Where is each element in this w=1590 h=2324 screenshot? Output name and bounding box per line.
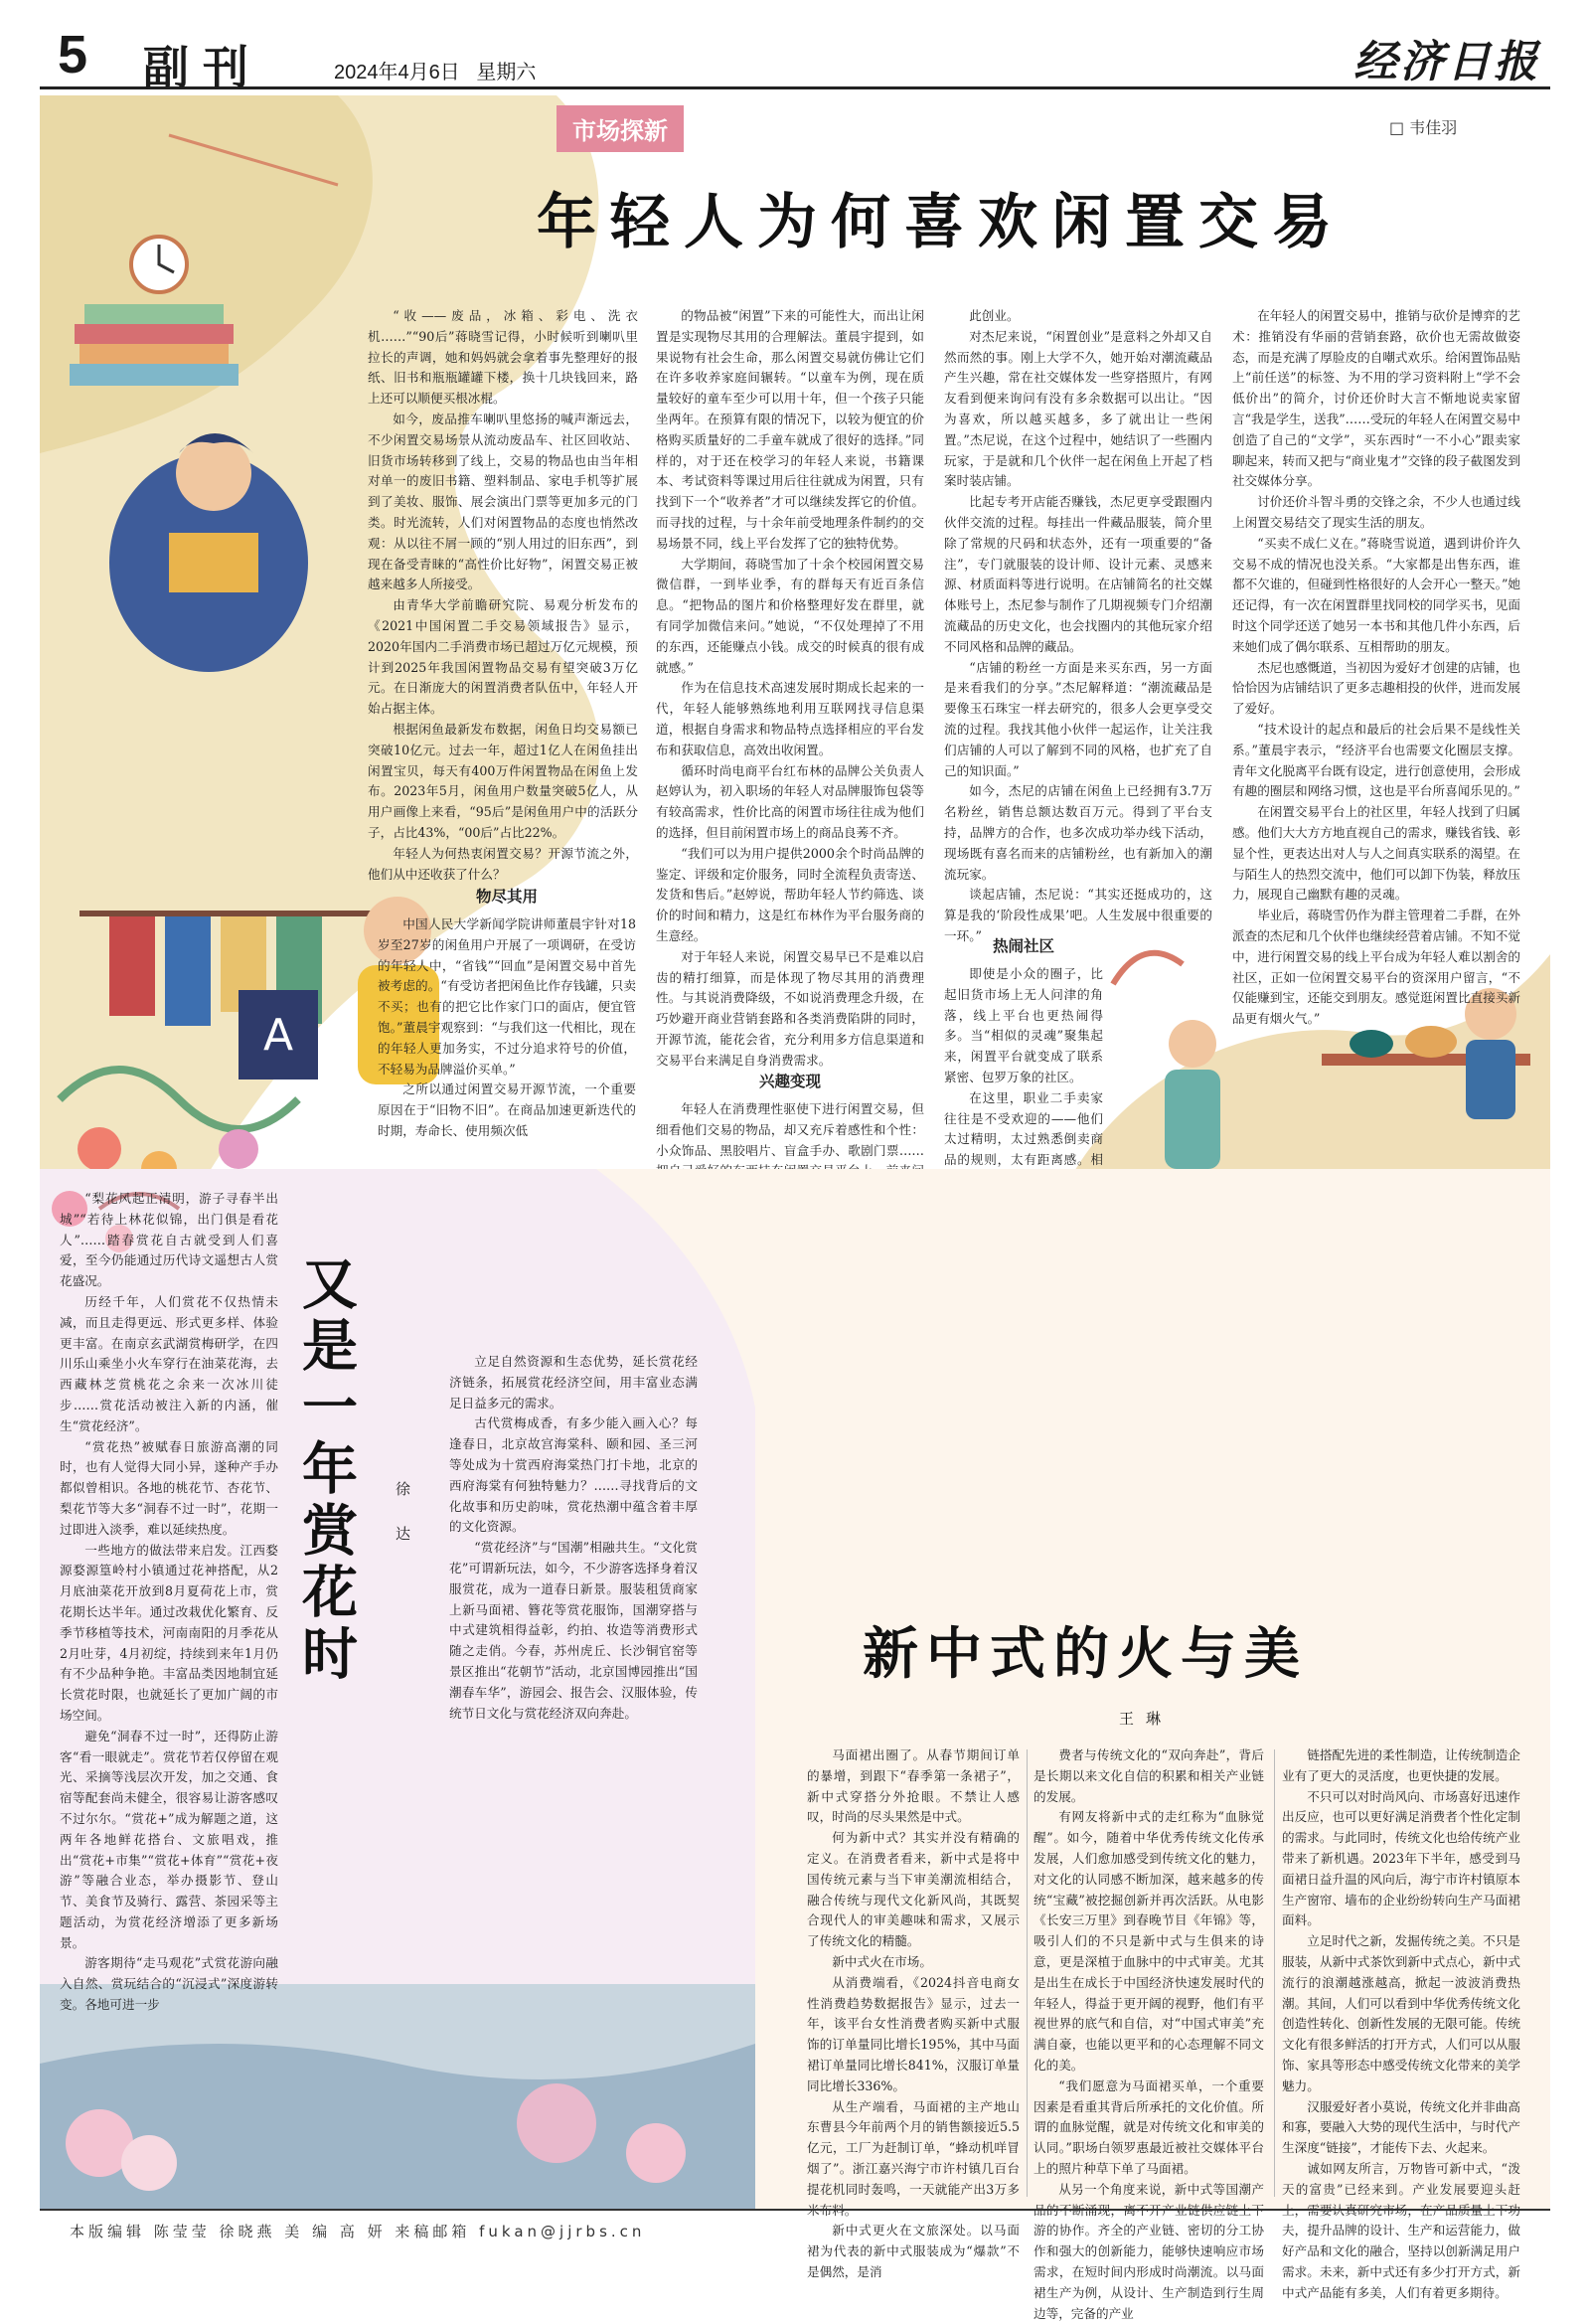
subhead: 兴趣变现 bbox=[758, 1073, 821, 1090]
issue-date bbox=[334, 56, 536, 84]
paragraph: “店铺的粉丝一方面是来买东西，另一方面是来看我们的分享。”杰尼解释道：“潮流藏品是要像玉石珠宝一样去研究的，很多人会更享受交流的过程。我找其他小伙伴一起运作，让关注我们店铺的人可以了解到不同的风格，也扩充了自己的知识面。” bbox=[944, 659, 1212, 778]
paragraph: 诚如网友所言，万物皆可新中式，“泼天的富贵”已经来到。产业发展要迎头赶上，需要认真研究市场，在产品质量上下功夫，提升品牌的设计、生产和运营能力，做好产品和文化的融合，坚持以创新满足用户需求。未来，新中式还有多少打开方式，新中式产品能有多美，人们有着更多期待。 bbox=[1282, 2160, 1520, 2300]
page-footer bbox=[40, 2209, 1550, 2253]
svg-text:A: A bbox=[262, 1010, 294, 1061]
article-1-column-4 bbox=[1232, 306, 1520, 1027]
paragraph: 在闲置交易平台上的社区里，年轻人找到了归属感。他们大大方方地直视自己的需求，赚钱省钱、彰显个性，更表达出对人与人之间真实联系的渴望。在与陌生人的热烈交流中，他们可以卸下伪装，释放压力，展现自己幽默有趣的灵魂。 bbox=[1232, 804, 1520, 903]
paragraph: 从生产端看，马面裙的主产地山东曹县今年前两个月的销售额接近5.5亿元，工厂为赶制订单，“蜂动机咩冒烟了”。浙江嘉兴海宁市许村镇几百台提花机同时轰鸣，一天就能产出3万多米布料。 bbox=[807, 2098, 1020, 2218]
paragraph: 循环时尚电商平台红布林的品牌公关负责人赵婷认为，初入职场的年轻人对品牌服饰包袋等有较高需求，性价比高的闲置市场往往成为他们的选择，但目前闲置市场上的商品良莠不齐。 bbox=[656, 762, 924, 840]
paragraph: “我们愿意为马面裙买单，一个重要因素是看重其背后所承托的文化价值。所谓的血脉觉醒，就是对传统文化和审美的认同。”职场白领罗惠最近被社交媒体平台上的照片种草下单了马面裙。 bbox=[1034, 2077, 1264, 2176]
paragraph: 大学期间，蒋晓雪加了十余个校园闲置交易微信群，一到毕业季，有的群每天有近百条信息。“把物品的图片和价格整理好发在群里，就有同学加微信来问。”她说，“不仅处理掉了不用的东西，还能赚点小钱。成交的时候真的很有成就感。” bbox=[656, 556, 924, 675]
paragraph: 何为新中式？其实并没有精确的定义。在消费者看来，新中式是将中国传统元素与当下审美潮流相结合，融合传统与现代文化新风尚，其既契合现代人的审美趣味和需求，又展示了传统文化的精髓。 bbox=[807, 1830, 1020, 1949]
paragraph: 由青华大学前瞻研究院、易观分析发布的《2021中国闲置二手交易领域报告》显示，2020年国内二手消费市场已超过万亿元规模，预计到2025年我国闲置物品交易有望突破3万亿元。在日渐庞大的闲置消费者队伍中，年轻人开始占据主体。 bbox=[368, 597, 638, 717]
article-2-author: 徐达 bbox=[394, 1481, 411, 1571]
paragraph: 对于年轻人来说，闲置交易早已不是难以启齿的精打细算，而是体现了物尽其用的消费理性。与其说消费降级，不如说消费理念升级，在巧妙避开商业营销套路和各类消费陷阱的同时，开源节流，能花会省，充分利用多方信息渠道和交易平台来满足自身消费需求。 bbox=[656, 948, 924, 1068]
paragraph: 毕业后，蒋晓雪仍作为群主管理着二手群，在外派查的杰尼和几个伙伴也继续经营着店铺。不知不觉中，进行闲置交易的线上平台成为年轻人难以割舍的社区，正如一位闲置交易平台的资深用户留言，“不仅能赚到宝，还能交到朋友。感觉逛闲置比直接买新品更有烟火气。” bbox=[1232, 908, 1520, 1027]
paragraph: “我们可以为用户提供2000余个时尚品牌的鉴定、评级和定价服务，同时全流程负责寄送、发货和售后。”赵婷说，帮助年轻人节约筛选、谈价的时间和精力，这是红布林作为平台服务商的生意经。 bbox=[656, 845, 924, 943]
paragraph: 杰尼也感慨道，当初因为爱好才创建的店铺，也恰恰因为店铺结识了更多志趣相投的伙伴，进而发展了爱好。 bbox=[1232, 659, 1520, 717]
paragraph: “赏花热”被赋春日旅游高潮的同时，也有人觉得大同小异，遂种产手办都似曾相识。各地的桃花节、杏花节、梨花节等大多“洞春不过一时”，花期一过即进入淡季，难以延续热度。 bbox=[60, 1438, 278, 1537]
article-3-column-1 bbox=[807, 1745, 1020, 2279]
paragraph: 历经千年，人们赏花不仅热情未减，而且走得更远、形式更多样、体验更丰富。在南京玄武湖赏梅研学，在四川乐山乘坐小火车穿行在油菜花海，去西藏林芝赏桃花之余来一次冰川徒步……赏花活动被注入新的内涵，催生“赏花经济”。 bbox=[60, 1293, 278, 1433]
article-1-column-2b bbox=[656, 1060, 924, 1169]
paragraph: 不只可以对时尚风向、市场喜好迅速作出反应，也可以更好满足消费者个性化定制的需求。与此同时，传统文化也给传统产业带来了新机遇。2023年下半年，感受到马面裙日益升温的风向后，海宁市许村镇原本生产窗帘、墙布的企业纷纷转向生产马面裙面料。 bbox=[1282, 1788, 1520, 1928]
paragraph: 汉服爱好者小莫说，传统文化并非曲高和寡，要融入大势的现代生活中，与时代产生深度“链接”，才能传下去、火起来。 bbox=[1282, 2098, 1520, 2156]
article-3-author: 王琳 bbox=[1119, 1710, 1174, 1728]
section-title: 副刊 bbox=[143, 41, 262, 94]
paragraph: 马面裙出圈了。从春节期间订单的暴增，到跟下“春季第一条裙子”，新中式穿搭分外抢眼。不禁让人感叹，时尚的尽头果然是中式。 bbox=[807, 1747, 1020, 1825]
paragraph: 即使是小众的圈子，比起旧货市场上无人问津的角落，线上平台也更热闹得多。当“相似的灵魂”聚集起来，闲置平台就变成了联系紧密、包罗万象的社区。 bbox=[944, 966, 1103, 1084]
paragraph: 年轻人为何热衷闲置交易？开源节流之外，他们从中还收获了什么？ bbox=[368, 845, 638, 882]
paragraph: 从另一个角度来说，新中式等国潮产品的不断涌现，离不开产业链供应链上下游的协作。齐全的产业链、密切的分工协作和强大的创新能力，能够快速响应市场需求，在短时间内形成时尚潮流。以马面裙生产为例，从设计、生产制造到行生周边等，完备的产业 bbox=[1034, 2181, 1264, 2321]
article-2-column-1 bbox=[60, 1189, 278, 2013]
paragraph: 避免“洞春不过一时”，还得防止游客“看一眼就走”。赏花节若仅停留在观光、采摘等浅层次开发，加之交通、食宿等配套尚未健全，很容易让游客感叹不过尔尔。“赏花+”成为解题之道，这两年各地鲜花搭台、文旅唱戏，推出“赏花+市集”“赏花+体育”“赏花+夜游”等融合业态，举办摄影节、登山节、美食节及骑行、露营、茶园采等主题活动，为赏花经济增添了更多新场景。 bbox=[60, 1728, 278, 1950]
paragraph: 在年轻人的闲置交易中，推销与砍价是博弈的艺术：推销没有华丽的营销套路，砍价也无需故做姿态，而是充满了厚脸皮的自嘲式欢乐。给闲置饰品贴上“前任送”的标签、为不用的学习资料附上“学不会低价出”的简介，讨价还价时大言不惭地说卖家留言“我是学生，送我”……受玩的年轻人在闲置交易中创造了自己的“文学”，买东西时“一不小心”跟卖家聊起来，转而又把与“商业鬼才”交锋的段子截图发到社交媒体分享。 bbox=[1232, 308, 1520, 489]
paragraph: 在这里，职业二手卖家往往是不受欢迎的——他们太过精明，太过熟悉倒卖商品的规则，太有距离感。相 bbox=[944, 1089, 1103, 1168]
page-number: 5 bbox=[58, 25, 88, 84]
column-divider bbox=[1274, 1749, 1275, 2197]
editor-credits: 本版编辑 陈莹莹 徐晓燕 美 编 高 妍 来稿邮箱 fukan@jjrbs.cn bbox=[70, 2223, 646, 2241]
paragraph: 的物品被“闲置”下来的可能性大，而出让闲置是实现物尽其用的合理解法。董晨宇提到，如果说物有社会生命，那么闲置交易就仿佛让它们在许多收养家庭间辗转。“以童车为例，现在质量较好的童车至少可以用十年，但一个孩子只能坐两年。在预算有限的情况下，以较为便宜的价格购买质量好的二手童车就成了很好的选择。”同样的，对于还在校学习的年轻人来说，书籍课本、考试资料等课过用后往往就成为闲置，只有找到下一个“收养者”才可以继续发挥它的价值。而寻找的过程，与十余年前受地理条件制约的交易场景不同，线上平台发挥了它的独特优势。 bbox=[656, 308, 924, 551]
paragraph: 对杰尼来说，“闲置创业”是意料之外却又自然而然的事。刚上大学不久，她开始对潮流藏品产生兴趣，常在社交媒体发一些穿搭照片，有网友看到便来询问有没有多余数据可以出让。“因为喜欢，所以越买越多，多了就出让一些闲置。”杰尼说，在这个过程中，她结识了一些圈内玩家，于是就和几个伙伴一起在闲鱼上开起了档案时装店铺。 bbox=[944, 328, 1212, 489]
subhead: 物尽其用 bbox=[475, 888, 538, 906]
article-3-column-2 bbox=[1034, 1745, 1264, 2321]
paragraph: 年轻人在消费理性驱使下进行闲置交易，但细看他们交易的物品，却又充斥着感性和个性：小众饰品、黑胶唱片、盲盒手办、歌剧门票…… bbox=[656, 1101, 924, 1158]
paragraph: 谈起店铺，杰尼说：“其实还挺成功的，这算是我的‘阶段性成果’吧。人生发展中很重要的一环。” bbox=[944, 887, 1212, 943]
masthead bbox=[40, 20, 1550, 94]
paper-logo: 经济日报 bbox=[1353, 37, 1540, 87]
paragraph: 古代赏梅成香，有多少能入画入心？每逢春日，北京故宫海棠科、颐和园、圣三河等处成为十赏西府海棠热门打卡地，北京的西府海棠有何独特魅力？……寻找背后的文化故事和历史韵味，赏花热潮中蕴含着丰厚的文化资源。 bbox=[449, 1415, 698, 1535]
paragraph: 如今，废品推车喇叭里悠扬的喊声渐远去，不少闲置交易场景从流动废品车、社区回收站、旧货市场转移到了线上，交易的物品也由当年相对单一的废旧书籍、塑料制品、家电手机等扩展到了美妆、服饰、展会演出门票等更加多元的门类。时光流转，人们对闲置物品的态度也悄然改观：从以往不屑一顾的“别人用过的旧东西”，到现在备受青睐的“高性价比好物”，闲置交易正被越来越多人所接受。 bbox=[368, 411, 638, 592]
paragraph: 链搭配先进的柔性制造，让传统制造企业有了更大的灵活度，也更快捷的发展。 bbox=[1282, 1747, 1520, 1783]
paragraph: 如今，杰尼的店铺在闲鱼上已经拥有3.7万名粉丝，销售总额达数百万元。得到了平台支持，品牌方的合作，也多次成功举办线下活动，现场既有喜名而来的店铺粉丝，也有新加入的潮流玩家。 bbox=[944, 783, 1212, 882]
paragraph: 从消费端看，《2024抖音电商女性消费趋势数据报告》显示，过去一年，该平台女性消费者购买新中式服饰的订单量同比增长195%，其中马面裙订单量同比增长841%，汉服订单量同比增长336%。 bbox=[807, 1974, 1020, 2093]
paragraph: 新中式火在市场。 bbox=[832, 1953, 932, 1969]
paragraph: 中国人民大学新闻学院讲师董晨宇针对18岁至27岁的闲鱼用户开展了一项调研，在受访的年轻人中，“省钱”“回血”是闲置交易中首先被考虑的。“有受访者把闲鱼比作存钱罐，只卖不买；也有的把它比作家门口的面店，便宜管饱。”董晨宇观察到：“与我们这一代相比，现在的年轻人更加务实，不过分追求符号的价值，不轻易为品牌溢价买单。” bbox=[378, 916, 636, 1077]
column-divider bbox=[1027, 1749, 1028, 2197]
article-1-byline: □ 韦佳羽 bbox=[1389, 118, 1458, 137]
date-text: 2024年4月6日 bbox=[334, 62, 460, 83]
article-1-column-1 bbox=[368, 306, 638, 882]
paragraph: 新中式更火在文旅深处。以马面裙为代表的新中式服装成为“爆款”不是偶然，是消 bbox=[807, 2223, 1020, 2279]
article-1-column-3 bbox=[944, 306, 1212, 943]
article-1-column-2 bbox=[656, 306, 924, 1068]
paragraph: 一些地方的做法带来启发。江西婺源婺源篁岭村小镇通过花神搭配，从2月底油菜花开放到8月夏荷花上市，赏花期长达半年。通过改栽优化繁育、反季节移植等技术，河南南阳的月季花从2月吐芽，4月初绽，持续到来年1月仍有不少品种争艳。丰富品类因地制宜延长赏花时限，也就延长了更加广阔的市场空间。 bbox=[60, 1542, 278, 1723]
paragraph: “赏花经济”与“国潮”相融共生。“文化赏花”可谓新玩法，如今，不少游客选择身着汉服赏花，成为一道春日新景。服装租赁商家上新马面裙、簪花等赏花服饰，国潮穿搭与中式建筑相得益彰，约拍、妆造等消费形式随之走俏。今春，苏州虎丘、长沙铜官窑等景区推出“花朝节”活动，北京国博园推出“国潮春车华”，游园会、报告会、汉服体验，传统节日文化与赏花经济双向奔赴。 bbox=[449, 1540, 698, 1721]
subhead: 热闹社区 bbox=[992, 937, 1054, 955]
paragraph: 立足时代之新，发掘传统之美。不只是服装，从新中式茶饮到新中式点心，新中式流行的浪潮越涨越高，掀起一波波消费热潮。其间，人们可以看到中华优秀传统文化创造性转化、创新性发展的无限可能。传统文化有很多鲜活的打开方式，人们可以从服饰、家具等形态中感受传统文化带来的美学魅力。 bbox=[1282, 1933, 1520, 2093]
paragraph: “梨花风起正清明，游子寻春半出城”“若待上林花似锦，出门俱是看花人”……踏春赏花自古就受到人们喜爱，至今仍能通过历代诗文遥想古人赏花盛况。 bbox=[60, 1191, 278, 1289]
paragraph: 之所以通过闲置交易开源节流，一个重要原因在于“旧物不旧”。在商品加速更新迭代的时期，寿命长、使用频次低 bbox=[378, 1081, 636, 1138]
paragraph: 此创业。 bbox=[969, 308, 1020, 323]
paragraph: 有网友将新中式的走红称为“血脉觉醒”。如今，随着中华优秀传统文化传承发展，人们愈加感受到传统文化的魅力，对文化的认同感不断加深，越来越多的传统“宝藏”被挖掘创新并再次活跃。从电影《长安三万里》到春晚节目《年锦》等，吸引人们的不只是新中式与生俱来的诗意，更是深植于血脉中的中式审美。尤其是出生在成长于中国经济快速发展时代的年轻人，得益于更开阔的视野，他们有平视世界的底气和自信，对“中国式审美”充满自豪，也能以更平和的心态理解不同文化的美。 bbox=[1034, 1809, 1264, 2073]
paragraph: “买卖不成仁义在。”蒋晓雪说道，遇到讲价许久交易不成的情况也没关系。“大家都是出售东西，谁都不欠谁的，但碰到性格很好的人会开心一整天。”她还记得，有一次在闲置群里找同校的同学买书，见面时这个同学还送了她另一本书和其他几件小东西，后来她们成了偶尔联系、互相帮助的朋友。 bbox=[1232, 535, 1520, 654]
article-3-column-3 bbox=[1282, 1745, 1520, 2300]
article-2-title: 又是一年赏花时 bbox=[293, 1254, 359, 1686]
paragraph: 讨价还价斗智斗勇的交锋之余，不少人也通过线上闲置交易结交了现实生活的朋友。 bbox=[1232, 494, 1520, 530]
article-1-column-3b bbox=[944, 924, 1103, 1169]
paragraph: 比起专考开店能否赚钱，杰尼更享受跟圈内伙伴交流的过程。每挂出一件藏品服装，简介里除了常规的尺码和状态外，还有一项重要的“备注”，专门就服装的设计师、设计元素、灵感来源、材质面料等进行说明。在店铺简名的社交媒体账号上，杰尼参与制作了几期视频专门介绍潮流藏品的历史文化，也会找圈内的其他玩家介绍不同风格和品牌的藏品。 bbox=[944, 494, 1212, 654]
article-3-title: 新中式的火与美 bbox=[863, 1621, 1308, 1687]
paragraph: 立足自然资源和生态优势，延长赏花经济链条，拓展赏花经济空间，用丰富业态满足日益多元的需求。 bbox=[449, 1354, 698, 1411]
article-1-column-1b bbox=[378, 875, 636, 1173]
paragraph: 作为在信息技术高速发展时期成长起来的一代，年轻人能够熟练地利用互联网找寻信息渠道，根据自身需求和物品特点选择相应的平台发布和获取信息，高效出收闲置。 bbox=[656, 680, 924, 757]
paragraph: 费者与传统文化的“双向奔赴”，背后是长期以来文化自信的积累和相关产业链的发展。 bbox=[1034, 1747, 1264, 1804]
weekday-text: 星期六 bbox=[476, 62, 537, 83]
paragraph: “技术设计的起点和最后的社会后果不是线性关系。”董晨宇表示，“经济平台也需要文化圈层支撑。青年文化脱离平台既有设定，进行创意使用，会形成有趣的圈层和网络习惯，这也是平台所喜闻乐见的。” bbox=[1232, 721, 1520, 799]
article-2-column-2 bbox=[449, 1352, 698, 1924]
paragraph: “收——废品，冰箱、彩电、洗衣机……”“90后”蒋晓雪记得，小时候听到喇叭里拉长的声调，她和妈妈就会拿着事先整理好的报纸、旧书和瓶瓶罐罐下楼，换十几块钱回来，路上还可以顺便买根冰棍。 bbox=[368, 308, 638, 407]
article-1-headline: 年轻人为何喜欢闲置交易 bbox=[537, 188, 1346, 257]
paragraph: 根据闲鱼最新发布数据，闲鱼日均交易额已突破10亿元。过去一年，超过1亿人在闲鱼挂出闲置宝贝，每天有400万件闲置物品在闲鱼上发布。2023年5月，闲鱼用户数量突破5亿人，从用户画像上来看，“95后”是闲鱼用户中的活跃分子，占比43%，“00后”占比22%。 bbox=[368, 721, 638, 840]
paragraph: 游客期待“走马观花”式赏花游向融入自然、赏玩结合的“沉浸式”深度游转变。各地可进一步 bbox=[60, 1955, 278, 2013]
column-tag: 市场探新 bbox=[556, 105, 684, 152]
